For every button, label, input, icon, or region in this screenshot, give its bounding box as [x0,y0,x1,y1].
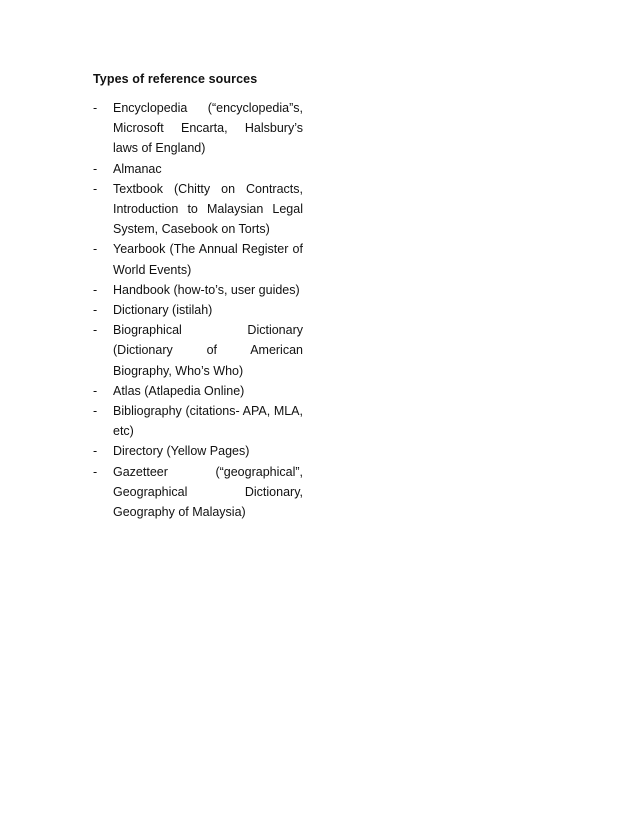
reference-sources-list [93,98,303,522]
bullet-dash: - [93,464,98,479]
list-item-text: Bibliography (citations- APA, MLA, etc) [113,404,303,439]
list-item-text: Biographical Dictionary (Dictionary of American Biography, Who’s Who) [113,323,303,378]
bullet-dash: - [93,404,98,419]
bullet-dash: - [93,282,98,297]
bullet-dash: - [93,101,98,115]
bullet-dash: - [93,161,98,176]
section-heading: Types of reference sources [93,72,258,86]
list-item [93,98,303,159]
list-item [93,441,303,461]
list-item [93,381,303,401]
list-item [93,159,303,179]
list-item-text: Textbook (Chitty on Contracts, Introduction to Malaysian Legal System, Casebook on Torts) [113,181,303,237]
list-item [93,239,303,279]
list-item-text: Dictionary (istilah) [113,303,213,318]
bullet-dash: - [93,444,98,459]
list-item-text: Handbook (how-to’s, user guides) [113,282,300,297]
bullet-dash: - [93,383,98,398]
list-item-text: Encyclopedia (“encyclopedia”s, Microsoft Encarta, Halsbury’s laws of England) [113,101,303,156]
bullet-dash: - [93,323,98,338]
list-item-text: Atlas (Atlapedia Online) [113,383,245,398]
bullet-dash: - [93,303,98,318]
list-item-text: Almanac [113,161,162,176]
list-item [93,320,303,381]
bullet-dash: - [93,242,98,257]
list-item [93,280,303,300]
list-item [93,462,303,523]
list-item [93,300,303,320]
bullet-dash: - [93,181,98,196]
list-item-text: Gazetteer (“geographical”, Geographical Dictionary, Geography of Malaysia) [113,464,303,520]
list-item-text: Yearbook (The Annual Register of World Events) [113,242,303,277]
list-item-text: Directory (Yellow Pages) [113,444,250,459]
list-item [93,401,303,441]
list-item [93,179,303,240]
